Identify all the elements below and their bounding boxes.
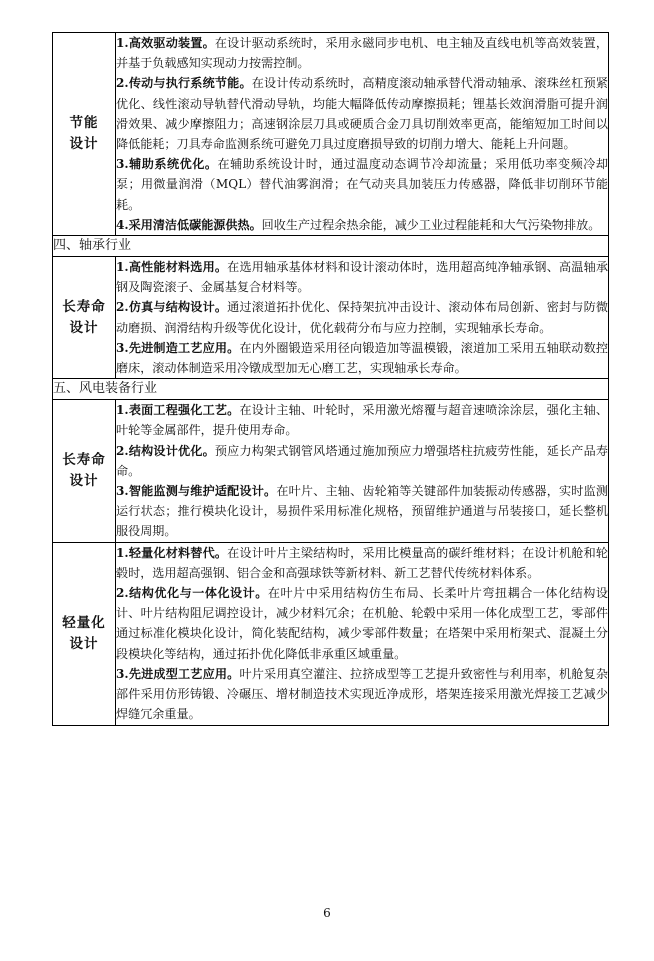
page-number: 6 <box>323 906 331 920</box>
measure-heading: 1.表面工程强化工艺。 <box>116 403 240 418</box>
measure-item <box>116 583 608 664</box>
measure-text: 在设计驱动系统时，采用永磁同步电机、电主轴及直线电机等高效装置，并基于负载感知实现动力按需控制。 <box>116 36 608 71</box>
measure-text: 通过滚道拓扑优化、保持架抗冲击设计、滚动体布局创新、密封与防微动磨损、润滑结构升级等优化设计，优化载荷分布与应力控制，实现轴承长寿命。 <box>116 300 608 335</box>
measure-text: 在选用轴承基体材料和设计滚动体时，选用超高纯净轴承钢、高温轴承钢及陶瓷滚子、金属基复合材料等。 <box>116 260 608 295</box>
measure-text: 在设计主轴、叶轮时，采用激光熔覆与超音速喷涂涂层，强化主轴、叶轮等金属部件，提升使用寿命。 <box>116 403 608 438</box>
row-content <box>116 542 609 725</box>
section-title: 四、轴承行业 <box>53 236 609 257</box>
measure-item <box>116 481 608 542</box>
content-row <box>53 400 609 542</box>
measure-text: 在设计叶片主梁结构时，采用比模量高的碳纤维材料；在设计机舱和轮毂时，选用超高强钢、铝合金和高强球铁等新材料、新工艺替代传统材料体系。 <box>116 545 608 580</box>
section-row <box>53 379 609 400</box>
measure-heading: 2.仿真与结构设计。 <box>116 300 228 315</box>
measure-text: 在叶片中采用结构仿生布局、长柔叶片弯扭耦合一体化结构设计、叶片结构阻尼调控设计，减少材料冗余；在机舱、轮毂中采用一体化成型工艺，零部件通过标准化模块化设计，简化装配结构，减少零部件数量；在塔架中采用桁架式、混凝土分段模块化等结构，通过拓扑优化降低非承重区域重量。 <box>116 586 608 661</box>
content-row <box>53 542 609 725</box>
measure-heading: 2.结构优化与一体化设计。 <box>116 586 268 601</box>
measure-heading: 3.先进制造工艺应用。 <box>116 340 240 355</box>
measure-heading: 1.轻量化材料替代。 <box>116 545 228 560</box>
measure-item <box>116 664 608 725</box>
measure-item <box>116 400 608 440</box>
section-title: 五、风电装备行业 <box>53 379 609 400</box>
measure-item <box>116 73 608 154</box>
measure-text: 预应力构架式钢管风塔通过施加预应力增强塔柱抗疲劳性能，延长产品寿命。 <box>116 443 608 478</box>
measure-text: 在辅助系统设计时，通过温度动态调节冷却流量；采用低功率变频冷却泵；用微量润滑（MQL）替代油雾润滑；在气动夹具加装压力传感器，降低非切削环节能耗。 <box>116 157 608 212</box>
measure-item <box>116 441 608 481</box>
measure-heading: 2.结构设计优化。 <box>116 443 215 458</box>
measure-item <box>116 215 608 235</box>
row-content <box>116 257 609 379</box>
measure-text: 回收生产过程余热余能，减少工业过程能耗和大气污染物排放。 <box>261 217 601 232</box>
row-label: 长寿命 设计 <box>53 400 116 542</box>
content-row <box>53 257 609 379</box>
measure-heading: 3.智能监测与维护适配设计。 <box>116 484 277 499</box>
measure-heading: 1.高效驱动装置。 <box>116 36 215 50</box>
measure-text: 在设计传动系统时，高精度滚动轴承替代滑动轴承、滚珠丝杠预紧优化、线性滚动导轨替代滑动导轨，均能大幅降低传动摩擦损耗；锂基长效润滑脂可提升润滑效果、减少摩擦阻力；高速钢涂层刀具或硬质合金刀具切削效率更高，能缩短加工时间以降低能耗；刀具寿命监测系统可避免刀具过度磨损导致的切削力增大、能耗上升问题。 <box>116 76 608 152</box>
measure-text: 在叶片、主轴、齿轮箱等关键部件加装振动传感器，实时监测运行状态；推行模块化设计，易损件采用标准化规格，预留维护通道与吊装接口，延长整机服役周期。 <box>116 484 608 539</box>
measure-text: 在内外圈锻造采用径向锻造加等温模锻，滚道加工采用五轴联动数控磨床，滚动体制造采用冷镦成型加无心磨工艺，实现轴承长寿命。 <box>116 340 608 376</box>
content-row <box>53 33 609 236</box>
measure-item <box>116 257 608 297</box>
section-row <box>53 236 609 257</box>
row-label: 节能 设计 <box>53 33 116 236</box>
row-label: 轻量化 设计 <box>53 542 116 725</box>
measure-heading: 3.先进成型工艺应用。 <box>116 666 240 681</box>
measure-item <box>116 33 608 73</box>
row-content <box>116 400 609 542</box>
measure-item <box>116 154 608 215</box>
measure-item <box>116 543 608 583</box>
measure-item <box>116 297 608 337</box>
row-label: 长寿命 设计 <box>53 257 116 379</box>
measures-table <box>52 32 609 726</box>
measure-heading: 2.传动与执行系统节能。 <box>116 76 252 91</box>
measure-text: 叶片采用真空灌注、拉挤成型等工艺提升致密性与利用率，机舱复杂部件采用仿形铸锻、冷碾压、增材制造技术实现近净成形，塔架连接采用激光焊接工艺减少焊缝冗余重量。 <box>116 666 608 722</box>
row-content <box>116 33 609 236</box>
measure-heading: 4.采用清洁低碳能源供热。 <box>116 217 262 232</box>
measure-item <box>116 338 608 378</box>
measure-heading: 1.高性能材料选用。 <box>116 260 228 275</box>
measure-heading: 3.辅助系统优化。 <box>116 157 218 172</box>
